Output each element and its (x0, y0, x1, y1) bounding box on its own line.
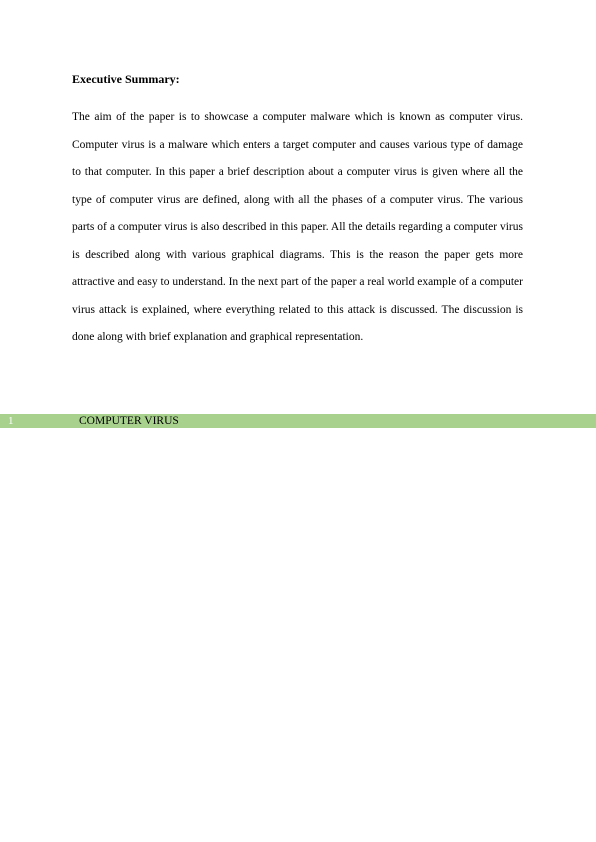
page-number: 1 (8, 415, 14, 427)
section-heading: Executive Summary: (72, 72, 180, 86)
running-title: COMPUTER VIRUS (79, 415, 179, 427)
summary-paragraph: The aim of the paper is to showcase a computer malware which is known as computer virus. Computer virus is a malware which enters a target computer and causes various type of damage to that computer. In this paper a brief description about a computer virus is given where all the type of computer virus are defined, along with all the phases of a computer virus. The various parts of a computer virus is also described in this paper. All the details regarding a computer virus is described along with various graphical diagrams. This is the reason the paper gets more attractive and easy to understand. In the next part of the paper a real world example of a computer virus attack is explained, where everything related to this attack is discussed. The discussion is done along with brief explanation and graphical representation. (72, 111, 523, 343)
page-footer-bar (0, 414, 596, 428)
